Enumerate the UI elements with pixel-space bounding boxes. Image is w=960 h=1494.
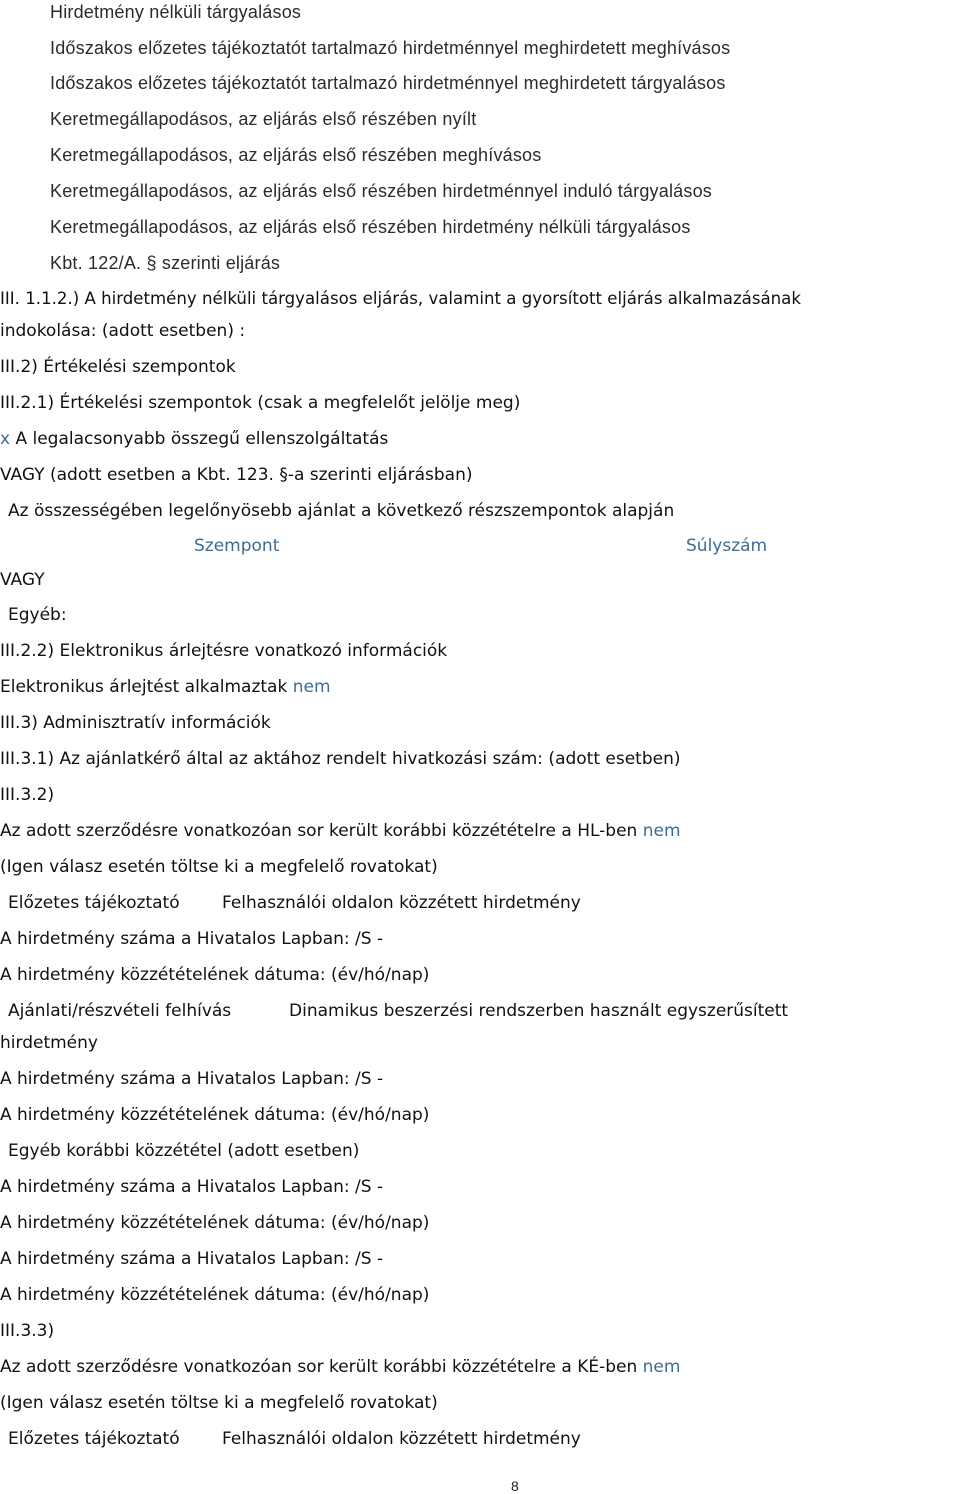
weight-column-header: Súlyszám	[686, 536, 768, 556]
fill-if-yes-note: (Igen válasz esetén töltse ki a megfelelő rovatokat)	[0, 1393, 438, 1413]
dps-notice-option-cont: hirdetmény	[0, 1033, 98, 1053]
notice-number-line: A hirdetmény száma a Hivatalos Lapban: /S -	[0, 1069, 384, 1089]
prior-ke-question: Az adott szerződésre vonatkozóan sor került korábbi közzétételre a KÉ-ben	[0, 1357, 638, 1377]
prior-hl-answer: nem	[642, 821, 681, 841]
notice-date-line: A hirdetmény közzétételének dátuma: (év/hó/nap)	[0, 965, 430, 985]
award-criteria-heading: III.2) Értékelési szempontok	[0, 357, 236, 377]
notice-date-line: A hirdetmény közzétételének dátuma: (év/hó/nap)	[0, 1105, 430, 1125]
fill-if-yes-note: (Igen válasz esetén töltse ki a megfelelő rovatokat)	[0, 857, 438, 877]
procedure-type-item: Időszakos előzetes tájékoztatót tartalmazó hirdetménnyel meghirdetett meghívásos	[50, 38, 731, 58]
e-auction-row	[0, 676, 331, 698]
e-auction-question: Elektronikus árlejtést alkalmaztak	[0, 677, 288, 697]
section-3-3-3-label: III.3.3)	[0, 1321, 55, 1341]
e-auction-answer: nem	[292, 677, 331, 697]
admin-info-heading: III.3) Adminisztratív információk	[0, 713, 271, 733]
dps-notice-option: Dinamikus beszerzési rendszerben használt egyszerűsített	[289, 1001, 789, 1021]
page-number: 8	[511, 1478, 519, 1494]
prior-ke-answer: nem	[642, 1357, 681, 1377]
prior-ke-row	[0, 1356, 680, 1378]
e-auction-heading: III.2.2) Elektronikus árlejtésre vonatkozó információk	[0, 641, 448, 661]
award-criteria-subheading: III.2.1) Értékelési szempontok (csak a megfelelőt jelölje meg)	[0, 393, 521, 413]
notice-number-line: A hirdetmény száma a Hivatalos Lapban: /S -	[0, 1249, 384, 1269]
call-for-tender-option: Ajánlati/részvételi felhívás	[8, 1001, 232, 1021]
or-label: VAGY	[0, 570, 45, 590]
procedure-type-item: Időszakos előzetes tájékoztatót tartalmazó hirdetménnyel meghirdetett tárgyalásos	[50, 73, 726, 93]
notice-date-line: A hirdetmény közzétételének dátuma: (év/hó/nap)	[0, 1285, 430, 1305]
prior-hl-question: Az adott szerződésre vonatkozóan sor került korábbi közzétételre a HL-ben	[0, 821, 638, 841]
prior-info-option: Előzetes tájékoztató	[8, 893, 180, 913]
best-value-option: Az összességében legelőnyösebb ajánlat a következő részszempontok alapján	[8, 501, 675, 521]
other-criteria-label: Egyéb:	[8, 605, 67, 625]
reference-number-line: III.3.1) Az ajánlatkérő által az aktához rendelt hivatkozási szám: (adott esetben)	[0, 749, 681, 769]
lowest-price-option	[0, 428, 388, 450]
procedure-type-item: Keretmegállapodásos, az eljárás első részében hirdetménnyel induló tárgyalásos	[50, 181, 712, 201]
procedure-type-item: Keretmegállapodásos, az eljárás első részében nyílt	[50, 109, 477, 129]
or-kbt-clause: VAGY (adott esetben a Kbt. 123. §-a szerinti eljárásban)	[0, 465, 473, 485]
buyer-profile-option: Felhasználói oldalon közzétett hirdetmény	[222, 893, 581, 913]
section-justification-heading: III. 1.1.2.) A hirdetmény nélküli tárgyalásos eljárás, valamint a gyorsított eljárás alkalmazásának	[0, 289, 801, 308]
check-mark-icon: x	[0, 429, 11, 449]
buyer-profile-option: Felhasználói oldalon közzétett hirdetmény	[222, 1429, 581, 1449]
notice-date-line: A hirdetmény közzétételének dátuma: (év/hó/nap)	[0, 1213, 430, 1233]
section-3-3-2-label: III.3.2)	[0, 785, 55, 805]
other-prior-publication-option: Egyéb korábbi közzététel (adott esetben)	[8, 1141, 360, 1161]
procedure-type-item: Keretmegállapodásos, az eljárás első részében meghívásos	[50, 145, 542, 165]
notice-number-line: A hirdetmény száma a Hivatalos Lapban: /S -	[0, 1177, 384, 1197]
prior-hl-row	[0, 820, 681, 842]
procedure-type-item: Kbt. 122/A. § szerinti eljárás	[50, 253, 281, 273]
lowest-price-label: A legalacsonyabb összegű ellenszolgáltatás	[15, 429, 389, 449]
procedure-type-item: Keretmegállapodásos, az eljárás első részében hirdetmény nélküli tárgyalásos	[50, 217, 691, 237]
notice-number-line: A hirdetmény száma a Hivatalos Lapban: /S -	[0, 929, 384, 949]
section-justification-heading-cont: indokolása: (adott esetben) :	[0, 321, 246, 341]
criterion-column-header: Szempont	[194, 536, 280, 556]
procedure-type-item: Hirdetmény nélküli tárgyalásos	[50, 2, 302, 22]
prior-info-option: Előzetes tájékoztató	[8, 1429, 180, 1449]
